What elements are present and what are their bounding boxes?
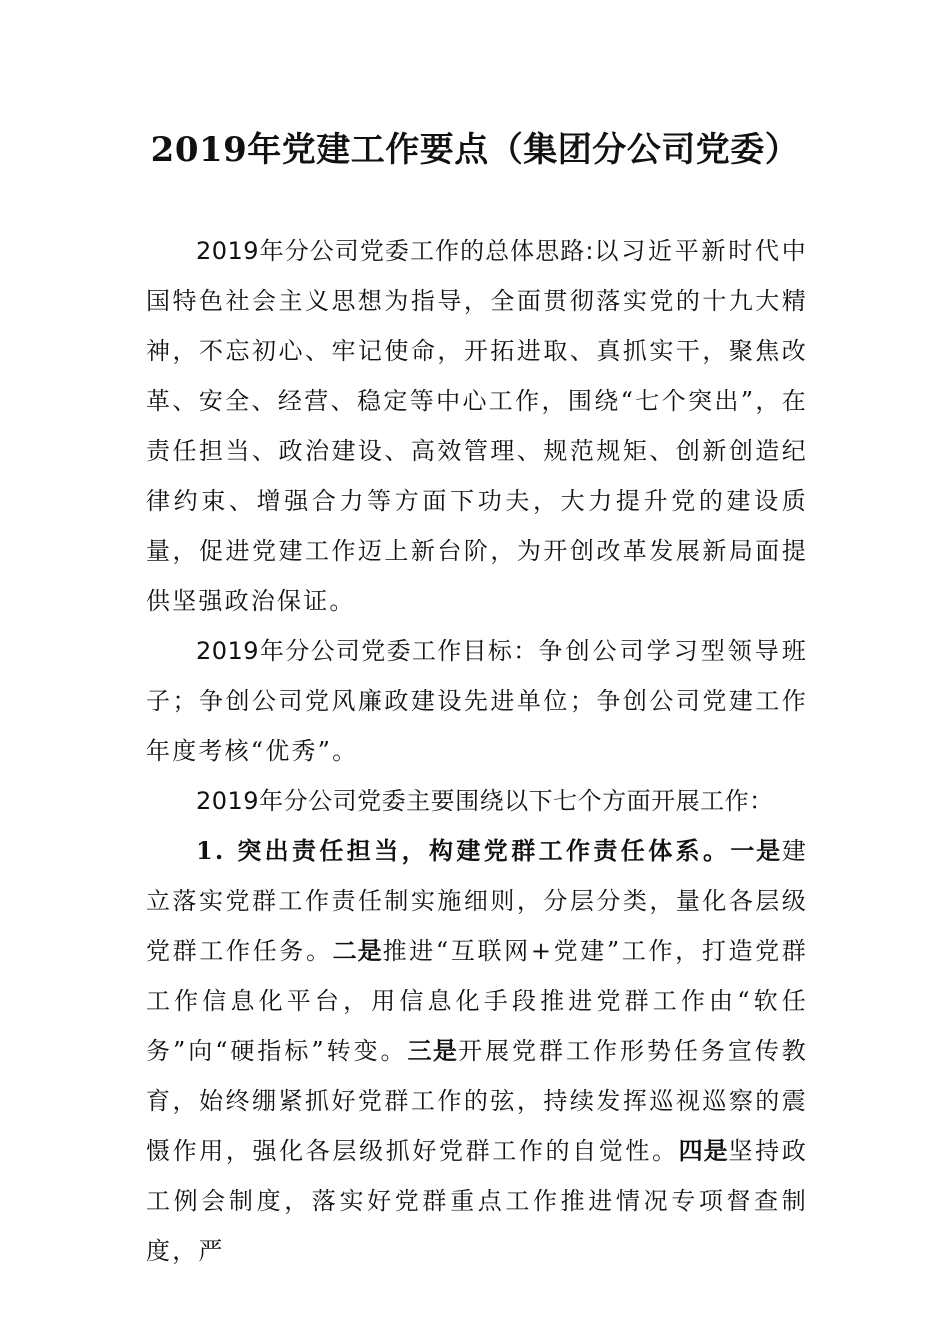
document-title: 2019年党建工作要点（集团分公司党委） (150, 130, 800, 170)
paragraph-lead: 2019年分公司党委工作的总体思路: (196, 237, 594, 265)
paragraph-text: 以习近平新时代中国特色社会主义思想为指导，全面贯彻落实党的十九大精神，不忘初心、牢记使命，开拓进取、真抓实干，聚焦改革、安全、经营、稳定等中心工作，围绕“七个突出”，在责任担当、政治建设、高效管理、规范规矩、创新创造纪律约束、增强合力等方面下功夫，大力提升党的建设质量，促进党建工作迈上新台阶，为开创改革发展新局面提供坚强政治保证。 (146, 237, 808, 615)
paragraph-text: 2019年分公司党委主要围绕以下七个方面开展工作： (196, 787, 774, 815)
section-heading: 1. 突出责任担当，构建党群工作责任体系。 (196, 836, 731, 865)
paragraph-text: 争创公司学习型领导班子；争创公司党风廉政建设先进单位；争创公司党建工作年度考核“优秀”。 (146, 637, 809, 765)
keyword-second: 二是 (332, 937, 383, 965)
paragraph-section-1 (146, 826, 808, 1276)
paragraph-text: 坚持政工例会制度，落实好党群重点工作推进情况专项督查制度，严 (146, 1137, 809, 1265)
paragraph-general-idea (146, 226, 808, 626)
paragraph-text: 推进“互联网+党建”工作，打造党群工作信息化平台，用信息化手段推进党群工作由“软任务”向“硬指标”转变。 (146, 937, 809, 1065)
keyword-first: 一是 (730, 837, 782, 865)
keyword-fourth: 四是 (678, 1137, 729, 1165)
keyword-third: 三是 (407, 1037, 459, 1065)
paragraph-text: 建立落实党群工作责任制实施细则，分层分类，量化各层级党群工作任务。 (146, 837, 809, 965)
paragraph-lead: 2019年分公司党委工作目标： (196, 637, 539, 665)
paragraph-seven-aspects (146, 776, 808, 826)
paragraph-text: 开展党群工作形势任务宣传教育，始终绷紧抓好党群工作的弦，持续发挥巡视巡察的震慑作用，强化各层级抓好党群工作的自觉性。 (146, 1037, 809, 1165)
paragraph-goals (146, 626, 808, 776)
document-body (146, 226, 808, 1276)
